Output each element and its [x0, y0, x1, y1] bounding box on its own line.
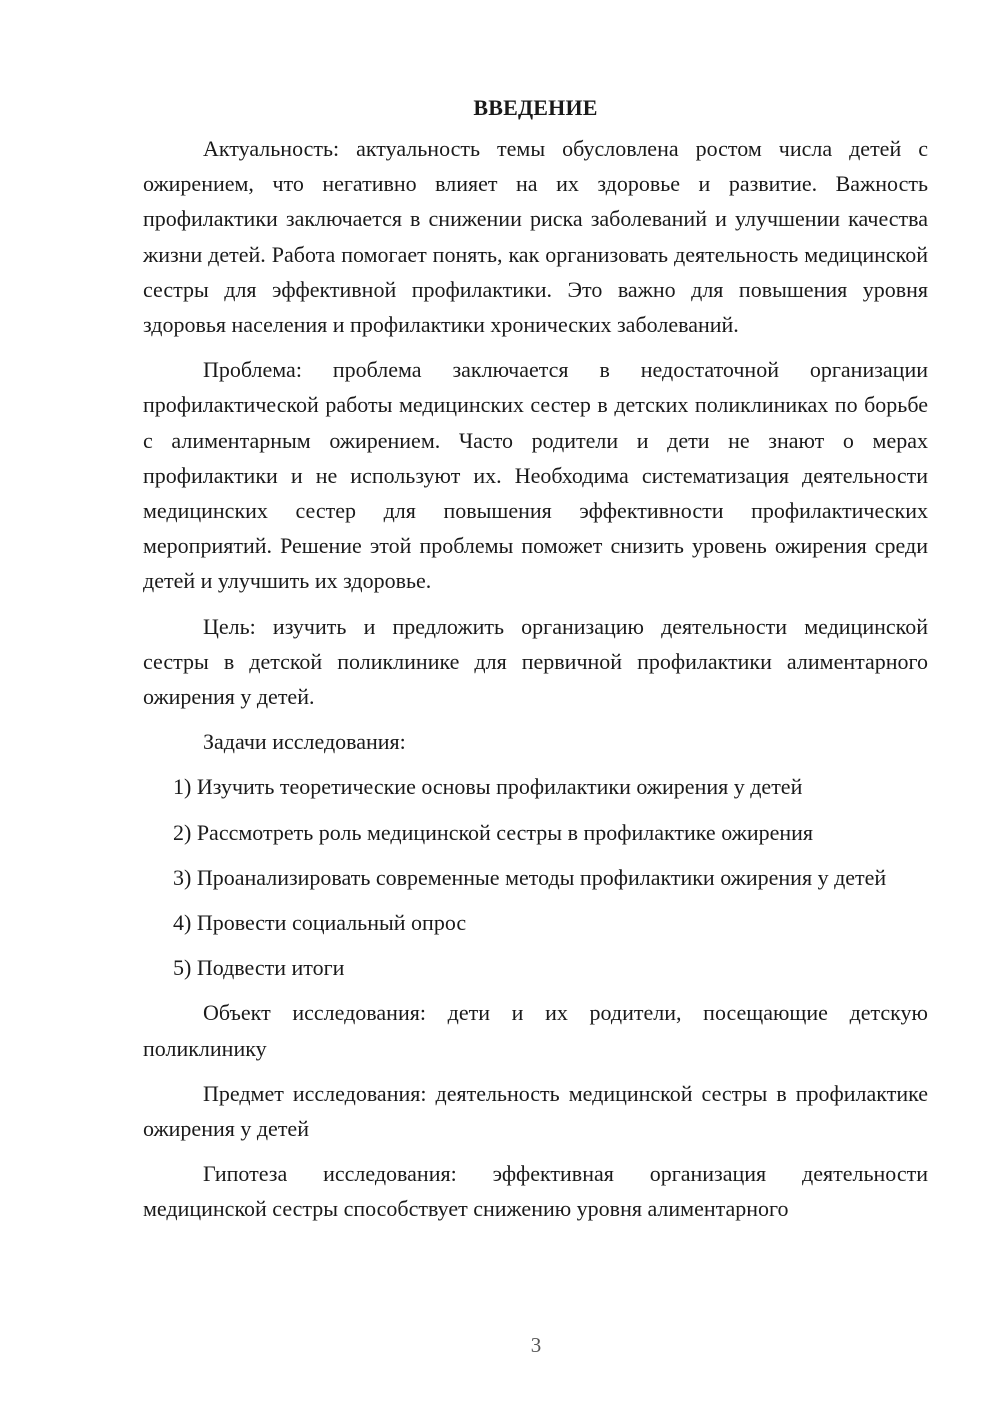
paragraph-subject: Предмет исследования: деятельность медицинской сестры в профилактике ожирения у детей: [143, 1080, 928, 1142]
task-item-4: 4) Провести социальный опрос: [173, 910, 467, 936]
task-item-2: 2) Рассмотреть роль медицинской сестры в профилактике ожирения: [173, 819, 814, 845]
tasks-heading: Задачи исследования:: [203, 729, 406, 755]
document-title: ВВЕДЕНИЕ: [473, 95, 598, 120]
paragraph-goal: Цель: изучить и предложить организацию деятельности медицинской сестры в детской поликлинике для первичной профилактики алиментарного ожирения у детей.: [143, 613, 928, 710]
paragraph-hypothesis: Гипотеза исследования: эффективная организация деятельности медицинской сестры способствует снижению уровня алиментарного: [143, 1161, 928, 1222]
page-number: 3: [530, 1333, 542, 1357]
task-item-5: 5) Подвести итоги: [173, 955, 345, 981]
task-item-1: 1) Изучить теоретические основы профилактики ожирения у детей: [173, 774, 803, 800]
tasks-list: [143, 769, 928, 985]
document-page: [143, 90, 928, 1237]
paragraph-object: Объект исследования: дети и их родители, посещающие детскую поликлинику: [143, 1000, 928, 1061]
paragraph-relevance: Актуальность: актуальность темы обусловлена ростом числа детей с ожирением, что негативно влияет на их здоровье и развитие. Важность профилактики заключается в снижении риска заболеваний и улучшении качества жизни детей. Работа помогает понять, как организовать деятельность медицинской сестры для эффективной профилактики. Это важно для повышения уровня здоровья населения и профилактики хронических заболеваний.: [143, 136, 928, 338]
task-item-3: 3) Проанализировать современные методы профилактики ожирения у детей: [173, 864, 887, 890]
paragraph-problem: Проблема: проблема заключается в недостаточной организации профилактической работы медицинских сестер в детских поликлиниках по борьбе с алиментарным ожирением. Часто родители и дети не знают о мерах профилактики и не используют их. Необходима систематизация деятельности медицинских сестер для повышения эффективности профилактических мероприятий. Решение этой проблемы поможет снизить уровень ожирения среди детей и улучшить их здоровье.: [143, 357, 928, 594]
